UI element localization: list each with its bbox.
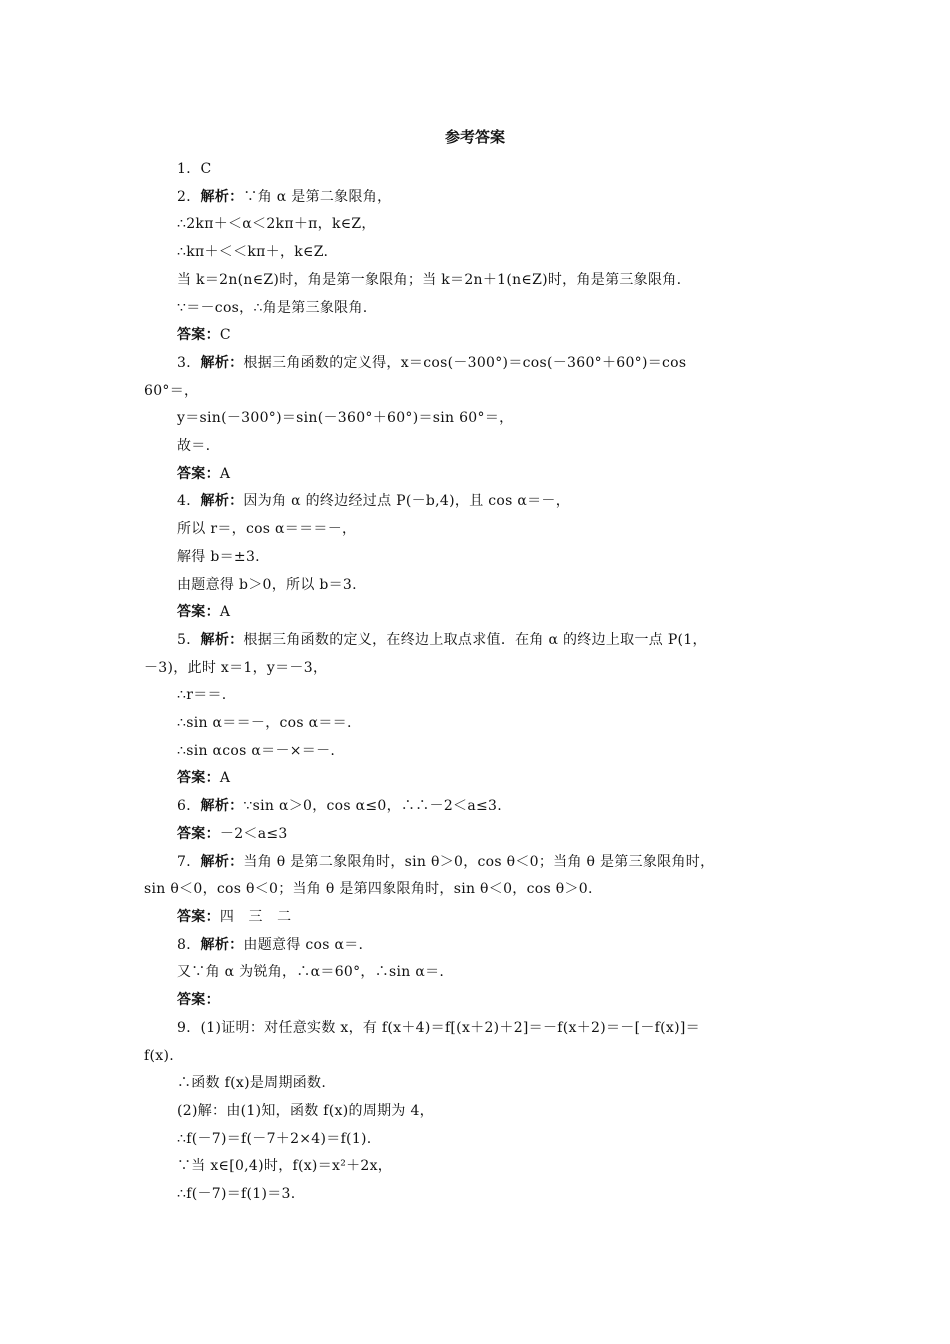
answer-text: 又∵角 α 为锐角，∴α＝60°，∴sin α＝.: [177, 964, 445, 981]
answer-line: [144, 239, 816, 267]
answer-text: C: [219, 327, 231, 344]
answer-text: －2＜a≤3: [219, 825, 288, 842]
answer-label: 解析：: [200, 493, 244, 510]
answer-line: [144, 1070, 816, 1098]
answer-text: ∵角 α 是第二象限角，: [243, 188, 392, 205]
answer-label: 解析：: [200, 936, 244, 953]
answer-line: [144, 793, 816, 821]
answer-text: A: [219, 604, 231, 621]
answer-line: [144, 184, 816, 212]
answer-text: 故＝.: [177, 438, 211, 455]
answer-label: 解析：: [200, 798, 244, 815]
answer-text: ∴f(－7)＝f(1)＝3.: [177, 1186, 296, 1203]
answer-text: 根据三角函数的定义得，x＝cos(－300°)＝cos(－360°＋60°)＝cos: [243, 354, 687, 371]
answer-text: 由题意得 cos α＝.: [243, 936, 364, 953]
answer-text: ∵＝－cos，∴角是第三象限角.: [177, 299, 368, 316]
answer-text: y＝sin(－300°)＝sin(－360°＋60°)＝sin 60°＝，: [177, 410, 514, 427]
answer-text: A: [219, 465, 231, 482]
answer-text: ∴r＝＝.: [177, 687, 227, 704]
answer-text: ∴kπ＋＜＜kπ＋，k∈Z.: [177, 244, 329, 261]
answer-line: [144, 1015, 816, 1043]
answer-text: 4．: [177, 493, 201, 510]
answer-text: －3)，此时 x＝1，y＝－3，: [144, 659, 328, 676]
answer-text: 1．C: [177, 161, 212, 177]
answer-line: [144, 655, 816, 683]
answer-text: A: [219, 770, 231, 787]
answer-text: ∴sin α＝＝－，cos α＝＝.: [177, 715, 352, 732]
answer-line: [144, 572, 816, 600]
answer-text: ∴sin αcos α＝－×＝－.: [177, 742, 336, 759]
answer-text: ∵sin α＞0，cos α≤0，∴∴－2＜a≤3.: [243, 798, 502, 815]
answer-label: 答案：: [177, 825, 220, 842]
answer-line: [144, 876, 816, 904]
answer-line: [144, 1043, 816, 1071]
answer-text: 解得 b＝±3.: [177, 548, 260, 565]
answer-line: [144, 322, 816, 350]
answer-text: 四 三 二: [219, 908, 292, 925]
answer-text: 6．: [177, 798, 201, 815]
answer-line: [144, 987, 816, 1015]
answer-text: 2．: [177, 188, 201, 205]
answer-text: ∴2kπ＋＜α＜2kπ＋π，k∈Z，: [177, 216, 376, 233]
answer-text: (2)解：由(1)知，函数 f(x)的周期为 4，: [177, 1102, 434, 1119]
answer-line: [144, 267, 816, 295]
answer-line: [144, 1181, 816, 1209]
answer-label: 解析：: [200, 853, 244, 870]
answer-text: 9．(1)证明：对任意实数 x，有 f(x＋4)＝f[(x＋2)＋2]＝－f(x＋2)＝－[－f(x)]＝: [177, 1019, 700, 1036]
answer-text: 当角 θ 是第二象限角时，sin θ＞0，cos θ＜0；当角 θ 是第三象限角时，: [243, 853, 715, 870]
answer-line: [144, 405, 816, 433]
answer-text: 所以 r＝，cos α＝＝＝－，: [177, 521, 357, 538]
answer-line: [144, 378, 816, 406]
answer-text: 7．: [177, 853, 201, 870]
answer-text: ∴函数 f(x)是周期函数.: [177, 1075, 327, 1092]
answer-line: [144, 904, 816, 932]
answer-line: [144, 211, 816, 239]
answer-body: [144, 156, 816, 1209]
answer-text: 5．: [177, 631, 201, 648]
answer-line: [144, 488, 816, 516]
answer-text: 3．: [177, 354, 201, 371]
answer-label: 答案：: [177, 908, 220, 925]
answer-label: 答案：: [177, 770, 220, 787]
answer-line: [144, 599, 816, 627]
answer-text: 因为角 α 的终边经过点 P(－b,4)，且 cos α＝－，: [243, 493, 570, 510]
answer-label: 答案：: [177, 604, 220, 621]
answer-line: [144, 1098, 816, 1126]
page-title: 参考答案: [444, 128, 505, 146]
answer-text: 当 k＝2n(n∈Z)时，角是第一象限角；当 k＝2n＋1(n∈Z)时，角是第三象限角.: [177, 271, 682, 288]
answer-text: f(x).: [144, 1047, 174, 1064]
answer-line: [144, 461, 816, 489]
answer-text: ∵当 x∈[0,4)时，f(x)＝x²＋2x，: [177, 1158, 393, 1175]
answer-line: [144, 156, 816, 184]
answer-line: [144, 765, 816, 793]
answer-line: [144, 738, 816, 766]
answer-line: [144, 544, 816, 572]
answer-line: [144, 932, 816, 960]
answer-line: [144, 350, 816, 378]
answer-label: 答案：: [177, 992, 220, 1009]
answer-label: 答案：: [177, 465, 220, 482]
answer-line: [144, 1153, 816, 1181]
answer-line: [144, 849, 816, 877]
answer-line: [144, 710, 816, 738]
answer-label: 解析：: [200, 631, 244, 648]
answer-text: 根据三角函数的定义，在终边上取点求值．在角 α 的终边上取一点 P(1，: [243, 631, 707, 648]
answer-line: [144, 959, 816, 987]
answer-text: 60°＝，: [144, 382, 199, 399]
answer-line: [144, 821, 816, 849]
answer-text: 8．: [177, 936, 201, 953]
answer-label: 解析：: [200, 188, 244, 205]
answer-label: 解析：: [200, 354, 244, 371]
answer-line: [144, 1126, 816, 1154]
answer-line: [144, 433, 816, 461]
answer-text: 由题意得 b＞0，所以 b＝3.: [177, 576, 357, 593]
answer-line: [144, 295, 816, 323]
answer-text: sin θ＜0，cos θ＜0；当角 θ 是第四象限角时，sin θ＜0，cos θ＞0.: [144, 881, 593, 898]
answer-text: ∴f(－7)＝f(－7＋2×4)＝f(1).: [177, 1130, 372, 1147]
answer-line: [144, 516, 816, 544]
answer-label: 答案：: [177, 327, 220, 344]
answer-line: [144, 627, 816, 655]
answer-line: [144, 682, 816, 710]
